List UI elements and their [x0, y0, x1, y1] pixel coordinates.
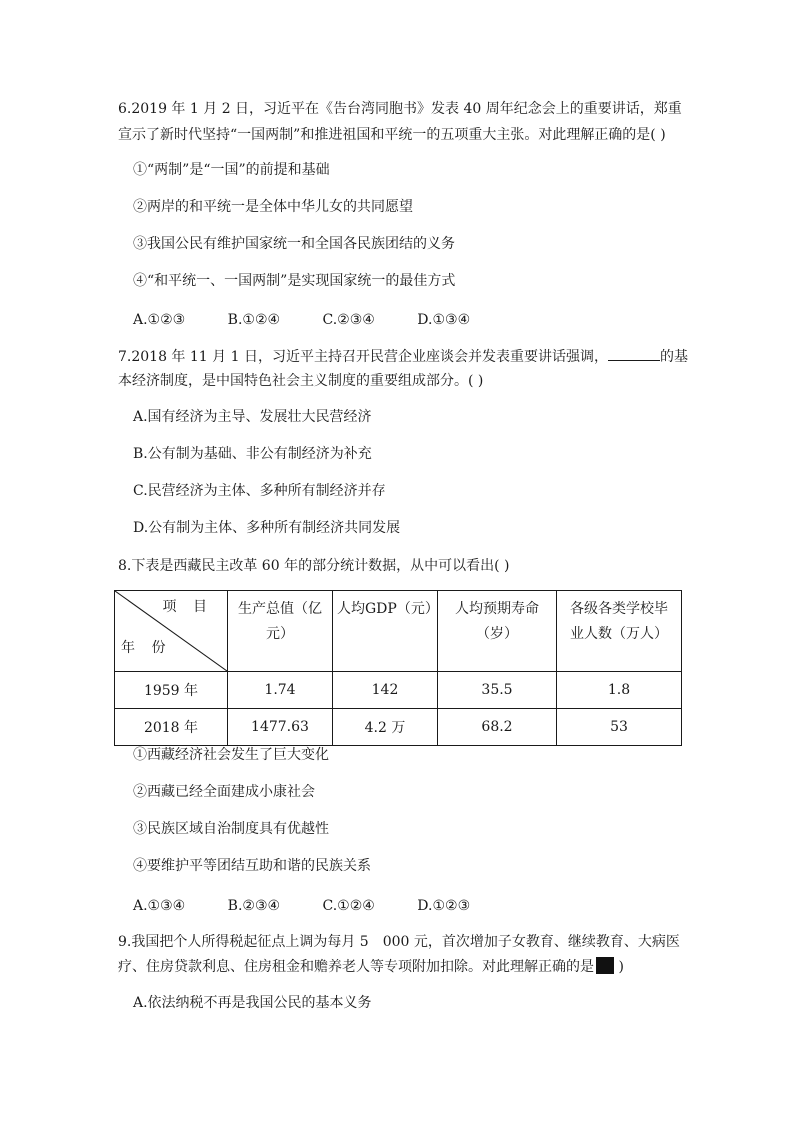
q7-stem-line1 [118, 346, 688, 367]
q8-options [133, 896, 470, 916]
q8-item-4: ④要维护平等团结互助和谐的民族关系 [133, 858, 371, 874]
q7-option-a: A.国有经济为主导、发展壮大民营经济 [133, 409, 372, 425]
header-life-expectancy [438, 591, 557, 672]
cell-graduates: 53 [557, 709, 682, 746]
table-row [115, 709, 682, 746]
q9-option-a: A.依法纳税不再是我国公民的基本义务 [133, 995, 372, 1011]
q7-option-c: C.民营经济为主体、多种所有制经济并存 [133, 483, 386, 499]
cell-gdp-total: 1477.63 [228, 709, 333, 746]
q6-option-d: D.①③④ [417, 312, 471, 328]
table-header-row [115, 591, 682, 672]
header-gdp-total [228, 591, 333, 672]
redaction-box [596, 957, 614, 974]
header-gdp-per-capita-l1: 人均GDP（元） [337, 601, 439, 617]
table-row [115, 672, 682, 709]
header-gdp-total-l1: 生产总值（亿 [238, 601, 322, 617]
cell-graduates: 1.8 [557, 672, 682, 709]
cell-life-expectancy: 35.5 [438, 672, 557, 709]
header-graduates-l1: 各级各类学校毕 [570, 601, 668, 617]
row-year: 2018 年 [115, 709, 228, 746]
q8-item-3: ③民族区域自治制度具有优越性 [133, 821, 329, 837]
q6-option-a: A.①②③ [133, 312, 186, 328]
q8-item-2: ②西藏已经全面建成小康社会 [133, 784, 315, 800]
q8-option-d: D.①②③ [417, 898, 471, 914]
q9-stem-pre: 疗、住房贷款利息、住房租金和赡养老人等专项附加扣除。对此理解正确的是 [118, 959, 594, 975]
corner-label-item: 项 目 [162, 599, 213, 615]
q9-stem-line1: 9.我国把个人所得税起征点上调为每月 5 000 元，首次增加子女教育、继续教育、大病医 [118, 934, 680, 950]
header-life-expectancy-l1: 人均预期寿命 [455, 601, 539, 617]
q8-option-b: B.②③④ [227, 898, 281, 914]
q6-item-2: ②两岸的和平统一是全体中华儿女的共同愿望 [133, 199, 413, 215]
q7-stem-line2: 本经济制度，是中国特色社会主义制度的重要组成部分。( ) [118, 373, 484, 389]
q8-stem: 8.下表是西藏民主改革 60 年的部分统计数据，从中可以看出( ) [118, 558, 510, 574]
q6-stem-line2: 宣示了新时代坚持“一国两制”和推进祖国和平统一的五项重大主张。对此理解正确的是( ) [118, 127, 666, 143]
tibet-stats-table [114, 590, 682, 746]
cell-gdp-per-capita: 142 [333, 672, 438, 709]
corner-label-year: 年 份 [121, 640, 172, 656]
header-graduates-l2: 业人数（万人） [570, 626, 668, 642]
q7-blank [608, 346, 660, 361]
header-gdp-per-capita [333, 591, 438, 672]
q8-item-1: ①西藏经济社会发生了巨大变化 [133, 747, 329, 763]
header-life-expectancy-l2: （岁） [476, 626, 518, 642]
q8-option-c: C.①②④ [322, 898, 375, 914]
q6-options [133, 310, 470, 330]
q6-item-4: ④“和平统一、一国两制”是实现国家统一的最佳方式 [133, 273, 456, 289]
q6-option-c: C.②③④ [322, 312, 375, 328]
q7-stem-pre: 7.2018 年 11 月 1 日，习近平主持召开民营企业座谈会并发表重要讲话强调， [118, 349, 608, 365]
table-corner-cell [115, 591, 228, 672]
q7-option-d: D.公有制为主体、多种所有制经济共同发展 [133, 520, 401, 536]
q6-item-1: ①“两制”是“一国”的前提和基础 [133, 162, 330, 178]
q8-option-a: A.①③④ [133, 898, 186, 914]
q6-item-3: ③我国公民有维护国家统一和全国各民族团结的义务 [133, 236, 455, 252]
q6-stem-line1: 6.2019 年 1 月 2 日，习近平在《告台湾同胞书》发表 40 周年纪念会上的重要讲话，郑重 [118, 101, 682, 117]
header-graduates [557, 591, 682, 672]
q7-stem-post: 的基 [659, 349, 688, 365]
cell-life-expectancy: 68.2 [438, 709, 557, 746]
q9-stem-post: ) [614, 959, 624, 975]
q6-option-b: B.①②④ [227, 312, 281, 328]
cell-gdp-per-capita: 4.2 万 [333, 709, 438, 746]
row-year: 1959 年 [115, 672, 228, 709]
q7-option-b: B.公有制为基础、非公有制经济为补充 [133, 446, 372, 462]
cell-gdp-total: 1.74 [228, 672, 333, 709]
q9-stem-line2 [118, 957, 624, 977]
header-gdp-total-l2: 元） [266, 626, 294, 642]
